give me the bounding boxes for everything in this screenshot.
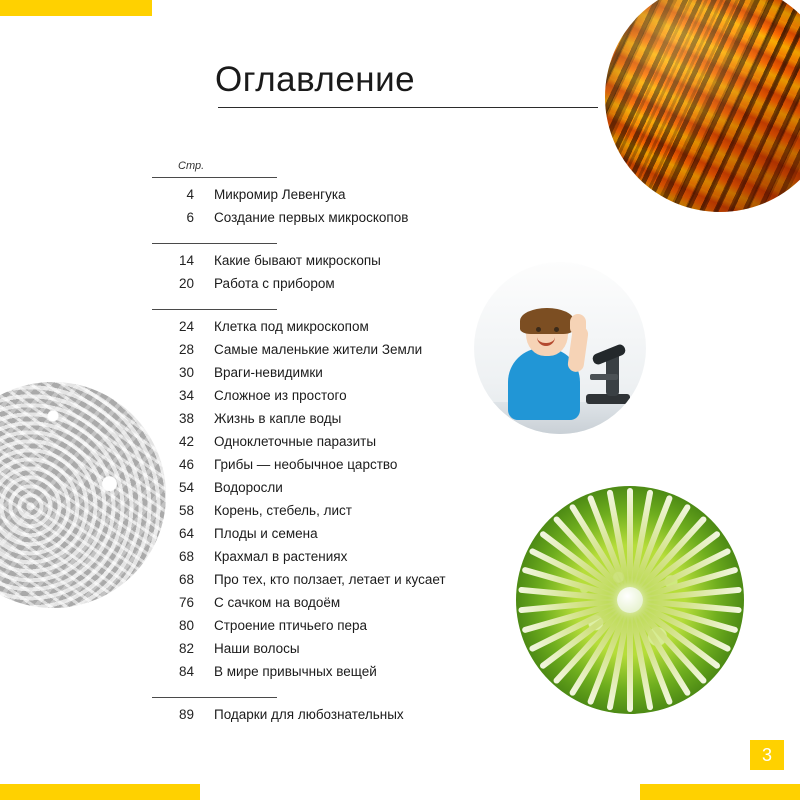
toc-entry-label: Жизнь в капле воды: [214, 411, 342, 426]
toc-entry-page: 28: [178, 342, 194, 357]
toc-entry-page: 6: [186, 210, 194, 225]
decor-bar-top-left: [0, 0, 152, 16]
toc-group: [152, 253, 552, 299]
toc-entry[interactable]: [152, 595, 552, 618]
toc-entry-label: В мире привычных вещей: [214, 664, 377, 679]
toc-entry-page: 14: [178, 253, 194, 268]
toc-entry[interactable]: [152, 342, 552, 365]
toc-entry-page: 82: [178, 641, 194, 656]
decor-bar-bottom-right: [640, 784, 800, 800]
toc-entry[interactable]: [152, 618, 552, 641]
toc-entry[interactable]: [152, 319, 552, 342]
page-column-header: Стр.: [178, 160, 205, 172]
toc-entry-page: 20: [178, 276, 194, 291]
toc-groups: [152, 187, 552, 730]
girl-eye-right: [554, 327, 559, 332]
toc-entry[interactable]: [152, 641, 552, 664]
microscope-stage: [590, 374, 618, 380]
toc-entry[interactable]: [152, 549, 552, 572]
toc-entry-label: Строение птичьего пера: [214, 618, 368, 633]
toc-entry-label: Какие бывают микроскопы: [214, 253, 381, 268]
weave-micrograph-image: [605, 0, 800, 212]
toc-entry[interactable]: [152, 187, 552, 210]
toc-entry[interactable]: [152, 457, 552, 480]
toc-divider: [152, 309, 277, 310]
decor-bar-bottom-left: [0, 784, 200, 800]
toc-entry[interactable]: [152, 434, 552, 457]
toc-entry[interactable]: [152, 276, 552, 299]
toc-entry-label: Водоросли: [214, 480, 283, 495]
toc-entry-label: Корень, стебель, лист: [214, 503, 352, 518]
toc-entry-label: Грибы — необычное царство: [214, 457, 398, 472]
toc-entry-label: Создание первых микроскопов: [214, 210, 409, 225]
toc-entry[interactable]: [152, 365, 552, 388]
toc-entry-page: 42: [178, 434, 194, 449]
toc-entry-label: Одноклеточные паразиты: [214, 434, 377, 449]
toc-entry[interactable]: [152, 388, 552, 411]
toc-entry-page: 68: [178, 572, 194, 587]
toc-group: [152, 187, 552, 233]
toc-entry-label: Плоды и семена: [214, 526, 318, 541]
toc-entry-label: С сачком на водоём: [214, 595, 341, 610]
toc-entry[interactable]: [152, 572, 552, 595]
toc-entry-page: 30: [178, 365, 194, 380]
toc-entry-page: 24: [178, 319, 194, 334]
toc-entry-page: 34: [178, 388, 194, 403]
toc-entry-label: Микромир Левенгука: [214, 187, 346, 202]
toc-entry-label: Враги-невидимки: [214, 365, 323, 380]
toc-entry[interactable]: [152, 210, 552, 233]
toc-divider: [152, 177, 277, 178]
toc-entry-page: 54: [178, 480, 194, 495]
toc-entry-label: Про тех, кто ползает, летает и кусает: [214, 572, 446, 587]
toc-entry[interactable]: [152, 480, 552, 503]
toc-group: [152, 707, 552, 730]
table-of-contents: [152, 160, 552, 730]
toc-entry-label: Самые маленькие жители Земли: [214, 342, 423, 357]
toc-entry-page: 89: [178, 707, 194, 722]
bone-structure-image: [0, 382, 166, 608]
toc-divider: [152, 697, 277, 698]
toc-entry-page: 38: [178, 411, 194, 426]
toc-entry[interactable]: [152, 664, 552, 687]
toc-entry-page: 64: [178, 526, 194, 541]
toc-entry-label: Сложное из простого: [214, 388, 347, 403]
toc-entry-page: 4: [186, 187, 194, 202]
algae-core: [617, 587, 643, 613]
toc-entry-label: Клетка под микроскопом: [214, 319, 369, 334]
toc-entry[interactable]: [152, 253, 552, 276]
toc-entry-page: 84: [178, 664, 194, 679]
toc-entry-page: 80: [178, 618, 194, 633]
toc-divider: [152, 243, 277, 244]
toc-entry-label: Крахмал в растениях: [214, 549, 348, 564]
toc-entry-page: 68: [178, 549, 194, 564]
toc-entry-page: 58: [178, 503, 194, 518]
girl-thumb-up: [570, 314, 586, 334]
page-title: Оглавление: [215, 60, 416, 99]
toc-entry-label: Наши волосы: [214, 641, 300, 656]
toc-entry-label: Работа с прибором: [214, 276, 335, 291]
toc-entry-page: 46: [178, 457, 194, 472]
toc-entry-page: 76: [178, 595, 194, 610]
toc-entry[interactable]: [152, 707, 552, 730]
toc-entry-label: Подарки для любознательных: [214, 707, 404, 722]
toc-entry[interactable]: [152, 411, 552, 434]
toc-entry[interactable]: [152, 526, 552, 549]
toc-entry[interactable]: [152, 503, 552, 526]
toc-group: [152, 319, 552, 687]
title-divider: [218, 107, 598, 108]
page-number: 3: [750, 740, 784, 770]
